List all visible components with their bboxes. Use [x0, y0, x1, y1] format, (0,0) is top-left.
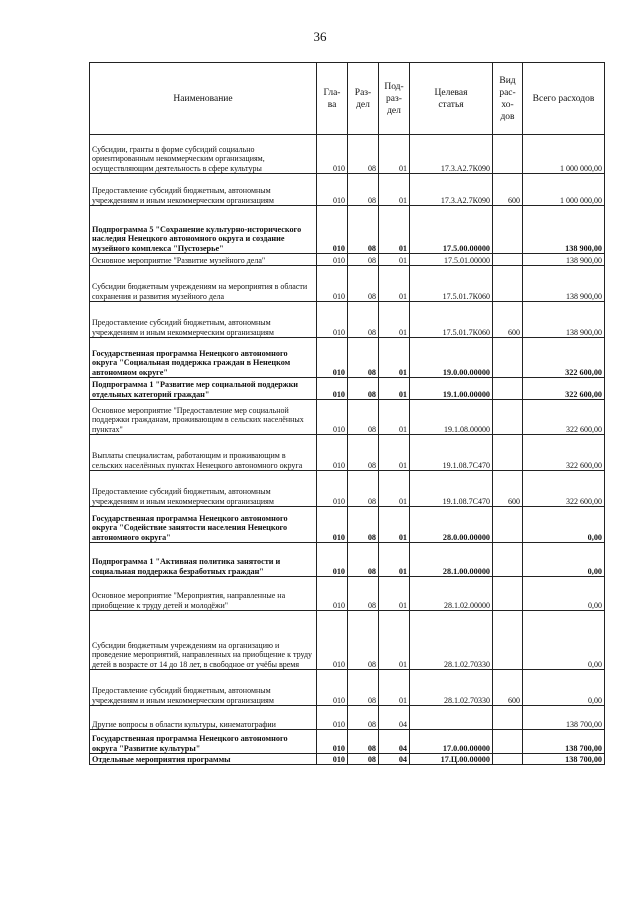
cell-total: 322 600,00 [523, 378, 605, 400]
cell-podrazdel: 01 [379, 302, 410, 338]
cell-razdel: 08 [348, 338, 379, 378]
cell-target: 19.1.08.00000 [410, 400, 493, 435]
cell-vid: 600 [493, 471, 523, 507]
table-row [90, 730, 605, 754]
table-row [90, 471, 605, 507]
cell-vid [493, 266, 523, 302]
cell-total: 138 900,00 [523, 206, 605, 254]
cell-podrazdel: 04 [379, 754, 410, 765]
table-row [90, 670, 605, 706]
cell-name: Государственная программа Ненецкого автономного округа "Социальная поддержка граждан в Ненецком автономном округе" [90, 338, 317, 378]
header-razdel: Раз- дел [348, 63, 379, 135]
table-row [90, 266, 605, 302]
cell-podrazdel: 01 [379, 135, 410, 174]
cell-podrazdel: 04 [379, 730, 410, 754]
cell-target: 17.5.01.7К060 [410, 266, 493, 302]
cell-total: 138 900,00 [523, 266, 605, 302]
table-row [90, 577, 605, 611]
cell-razdel: 08 [348, 471, 379, 507]
cell-razdel: 08 [348, 174, 379, 206]
cell-name: Основное мероприятие "Мероприятия, направленные на приобщение к труду детей и молодёжи" [90, 577, 317, 611]
cell-total: 138 700,00 [523, 706, 605, 730]
cell-total: 1 000 000,00 [523, 135, 605, 174]
cell-glava: 010 [317, 378, 348, 400]
cell-total: 0,00 [523, 577, 605, 611]
cell-podrazdel: 01 [379, 266, 410, 302]
cell-target: 28.1.02.00000 [410, 577, 493, 611]
header-target: Целевая статья [410, 63, 493, 135]
cell-total: 322 600,00 [523, 400, 605, 435]
cell-podrazdel: 01 [379, 378, 410, 400]
cell-vid [493, 254, 523, 266]
cell-glava: 010 [317, 135, 348, 174]
cell-name: Предоставление субсидий бюджетным, автономным учреждениям и иным некоммерческим организациям [90, 471, 317, 507]
cell-target: 17.Ц.00.00000 [410, 754, 493, 765]
cell-target: 28.0.00.00000 [410, 507, 493, 543]
cell-name: Подпрограмма 1 "Активная политика занятости и социальная поддержка безработных граждан" [90, 543, 317, 577]
cell-total: 322 600,00 [523, 338, 605, 378]
cell-total: 0,00 [523, 507, 605, 543]
cell-target: 17.5.01.7К060 [410, 302, 493, 338]
cell-target: 17.3.А2.7К090 [410, 174, 493, 206]
table-row [90, 206, 605, 254]
cell-razdel: 08 [348, 400, 379, 435]
cell-glava: 010 [317, 338, 348, 378]
header-total: Всего расходов [523, 63, 605, 135]
cell-name: Государственная программа Ненецкого автономного округа "Содействие занятости населения Ненецкого автономного округа" [90, 507, 317, 543]
cell-name: Предоставление субсидий бюджетным, автономным учреждениям и иным некоммерческим организациям [90, 670, 317, 706]
table-row [90, 135, 605, 174]
cell-podrazdel: 01 [379, 206, 410, 254]
cell-name: Основное мероприятие "Развитие музейного дела" [90, 254, 317, 266]
cell-glava: 010 [317, 266, 348, 302]
page-number: 36 [313, 29, 327, 44]
cell-podrazdel: 04 [379, 706, 410, 730]
cell-razdel: 08 [348, 378, 379, 400]
cell-razdel: 08 [348, 706, 379, 730]
cell-vid [493, 730, 523, 754]
cell-name: Субсидии бюджетным учреждениям на организацию и проведение мероприятий, направленных на приобщение к труду детей в возрасте от 14 до 18 лет, в свободное от учёбы время [90, 611, 317, 670]
cell-target [410, 706, 493, 730]
table-row [90, 254, 605, 266]
cell-vid [493, 611, 523, 670]
cell-razdel: 08 [348, 670, 379, 706]
cell-vid [493, 338, 523, 378]
cell-total: 138 900,00 [523, 302, 605, 338]
cell-podrazdel: 01 [379, 174, 410, 206]
table-row [90, 435, 605, 471]
cell-vid: 600 [493, 302, 523, 338]
cell-glava: 010 [317, 302, 348, 338]
cell-glava: 010 [317, 543, 348, 577]
cell-glava: 010 [317, 400, 348, 435]
cell-total: 138 900,00 [523, 254, 605, 266]
cell-glava: 010 [317, 507, 348, 543]
cell-target: 19.1.08.7С470 [410, 435, 493, 471]
table-row [90, 611, 605, 670]
cell-razdel: 08 [348, 543, 379, 577]
cell-razdel: 08 [348, 302, 379, 338]
table-row [90, 174, 605, 206]
cell-name: Другие вопросы в области культуры, кинематографии [90, 706, 317, 730]
cell-target: 19.1.00.00000 [410, 378, 493, 400]
cell-glava: 010 [317, 254, 348, 266]
cell-podrazdel: 01 [379, 577, 410, 611]
table-row [90, 378, 605, 400]
cell-glava: 010 [317, 611, 348, 670]
cell-target: 17.3.А2.7К090 [410, 135, 493, 174]
cell-name: Подпрограмма 1 "Развитие мер социальной поддержки отдельных категорий граждан" [90, 378, 317, 400]
cell-vid [493, 754, 523, 765]
cell-glava: 010 [317, 471, 348, 507]
cell-podrazdel: 01 [379, 670, 410, 706]
cell-target: 17.5.01.00000 [410, 254, 493, 266]
cell-razdel: 08 [348, 507, 379, 543]
table-row [90, 754, 605, 765]
cell-glava: 010 [317, 174, 348, 206]
cell-razdel: 08 [348, 730, 379, 754]
cell-total: 0,00 [523, 611, 605, 670]
cell-name: Отдельные мероприятия программы [90, 754, 317, 765]
cell-name: Субсидии бюджетным учреждениям на мероприятия в области сохранения и развития музейного дела [90, 266, 317, 302]
cell-podrazdel: 01 [379, 611, 410, 670]
cell-podrazdel: 01 [379, 507, 410, 543]
header-row [90, 63, 605, 135]
cell-total: 138 700,00 [523, 754, 605, 765]
cell-glava: 010 [317, 435, 348, 471]
cell-razdel: 08 [348, 266, 379, 302]
cell-name: Субсидии, гранты в форме субсидий социально ориентированным некоммерческим организациям, осуществляющим деятельность в сфере культуры [90, 135, 317, 174]
cell-name: Основное мероприятие "Предоставление мер социальной поддержки гражданам, проживающим в сельских населённых пунктах" [90, 400, 317, 435]
cell-target: 28.1.02.70330 [410, 611, 493, 670]
cell-total: 0,00 [523, 670, 605, 706]
cell-vid [493, 135, 523, 174]
table-row [90, 400, 605, 435]
cell-vid: 600 [493, 670, 523, 706]
cell-glava: 010 [317, 577, 348, 611]
cell-podrazdel: 01 [379, 254, 410, 266]
cell-target: 28.1.02.70330 [410, 670, 493, 706]
table-row [90, 302, 605, 338]
cell-podrazdel: 01 [379, 543, 410, 577]
header-podrazdel: Под- раз- дел [379, 63, 410, 135]
header-vid: Вид рас- хо- дов [493, 63, 523, 135]
cell-razdel: 08 [348, 611, 379, 670]
cell-vid [493, 378, 523, 400]
cell-razdel: 08 [348, 206, 379, 254]
cell-podrazdel: 01 [379, 338, 410, 378]
cell-razdel: 08 [348, 754, 379, 765]
cell-podrazdel: 01 [379, 400, 410, 435]
cell-glava: 010 [317, 206, 348, 254]
cell-name: Предоставление субсидий бюджетным, автономным учреждениям и иным некоммерческим организациям [90, 174, 317, 206]
cell-total: 138 700,00 [523, 730, 605, 754]
cell-total: 322 600,00 [523, 471, 605, 507]
cell-name: Государственная программа Ненецкого автономного округа "Развитие культуры" [90, 730, 317, 754]
cell-name: Подпрограмма 5 "Сохранение культурно-исторического наследия Ненецкого автономного округа и создание музейного комплекса "Пустозерье" [90, 206, 317, 254]
cell-target: 19.1.08.7С470 [410, 471, 493, 507]
table-row [90, 338, 605, 378]
cell-vid [493, 543, 523, 577]
cell-glava: 010 [317, 730, 348, 754]
cell-podrazdel: 01 [379, 435, 410, 471]
cell-vid [493, 206, 523, 254]
cell-total: 0,00 [523, 543, 605, 577]
cell-podrazdel: 01 [379, 471, 410, 507]
cell-target: 19.0.00.00000 [410, 338, 493, 378]
cell-vid: 600 [493, 174, 523, 206]
cell-vid [493, 507, 523, 543]
cell-vid [493, 435, 523, 471]
header-name: Наименование [90, 63, 317, 135]
table-body [90, 135, 605, 765]
cell-vid [493, 706, 523, 730]
cell-razdel: 08 [348, 254, 379, 266]
cell-target: 17.5.00.00000 [410, 206, 493, 254]
table-row [90, 706, 605, 730]
cell-total: 322 600,00 [523, 435, 605, 471]
cell-glava: 010 [317, 754, 348, 765]
cell-name: Выплаты специалистам, работающим и проживающим в сельских населённых пунктах Ненецкого автономного округа [90, 435, 317, 471]
header-glava: Гла- ва [317, 63, 348, 135]
cell-total: 1 000 000,00 [523, 174, 605, 206]
cell-vid [493, 577, 523, 611]
cell-target: 28.1.00.00000 [410, 543, 493, 577]
cell-glava: 010 [317, 670, 348, 706]
cell-razdel: 08 [348, 435, 379, 471]
cell-razdel: 08 [348, 577, 379, 611]
budget-table [89, 62, 605, 765]
table-row [90, 507, 605, 543]
table-row [90, 543, 605, 577]
cell-vid [493, 400, 523, 435]
cell-target: 17.0.00.00000 [410, 730, 493, 754]
cell-name: Предоставление субсидий бюджетным, автономным учреждениям и иным некоммерческим организациям [90, 302, 317, 338]
cell-razdel: 08 [348, 135, 379, 174]
cell-glava: 010 [317, 706, 348, 730]
